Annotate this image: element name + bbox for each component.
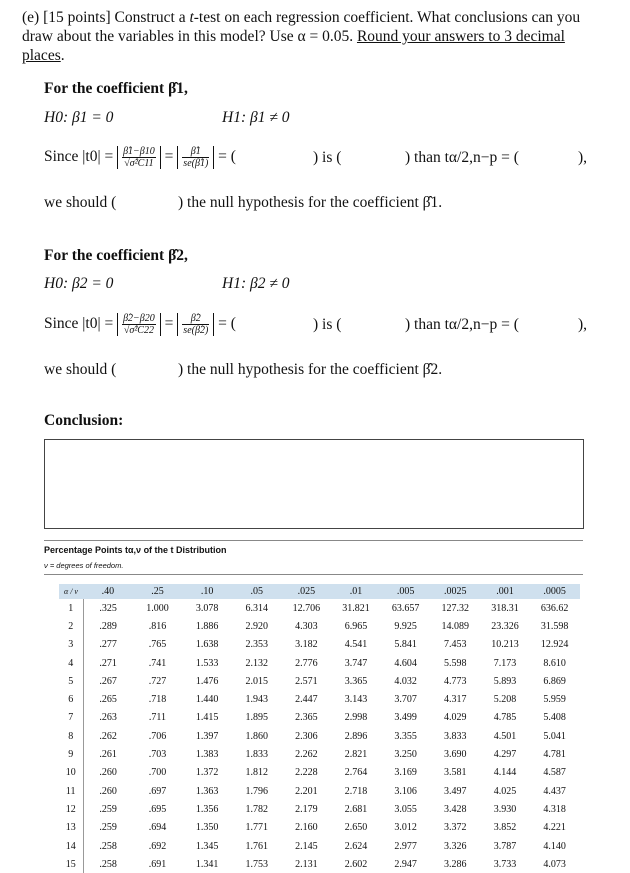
- table-value-cell: 4.032: [394, 675, 417, 687]
- table-value-cell: 1.833: [245, 749, 268, 761]
- table-value-cell: 3.365: [344, 675, 368, 687]
- beta2-frac2-num: β̂2: [182, 313, 209, 325]
- table-value-cell: 31.598: [540, 620, 569, 632]
- table-df-cell: 3: [59, 636, 83, 654]
- table-value-cell: .711: [148, 712, 167, 724]
- table-row: [59, 855, 580, 873]
- table-value-cell: 5.408: [543, 712, 566, 724]
- table-value-cell: 1.943: [245, 694, 268, 706]
- table-value-cell: 5.041: [543, 730, 566, 742]
- table-header-cell: .0005: [530, 584, 580, 599]
- table-df-cell: 6: [59, 690, 83, 708]
- table-value-cell: 3.852: [493, 822, 517, 834]
- table-caption-rule: [44, 574, 583, 575]
- beta1-t0-blank[interactable]: = (: [218, 148, 236, 166]
- table-value-cell: 3.355: [394, 730, 417, 742]
- table-value-cell: 318.31: [491, 602, 519, 614]
- beta1-frac1-num: β̂1−β10: [123, 146, 155, 157]
- table-value-cell: 2.131: [295, 858, 318, 870]
- beta2-should-blank[interactable]: we should (: [44, 361, 117, 378]
- table-value-cell: .706: [148, 730, 167, 742]
- table-value-cell: 3.326: [444, 840, 467, 852]
- table-value-cell: 4.073: [543, 858, 566, 870]
- table-value-cell: 1.476: [195, 675, 219, 687]
- table-value-cell: .697: [148, 785, 167, 797]
- table-value-cell: .262: [99, 730, 117, 742]
- table-value-cell: 2.920: [245, 620, 268, 632]
- table-value-cell: 1.782: [245, 803, 268, 815]
- beta1-heading: For the coefficient β̂1,: [44, 80, 188, 97]
- beta1-frac1-den: √σ̂²C11: [124, 158, 154, 169]
- table-row: [59, 837, 580, 855]
- conclusion-answer-box[interactable]: [44, 439, 584, 529]
- table-value-cell: 3.833: [444, 730, 467, 742]
- table-value-cell: 4.785: [493, 712, 517, 724]
- table-value-cell: 636.62: [540, 602, 569, 614]
- table-value-cell: .695: [148, 803, 167, 815]
- table-value-cell: 4.773: [444, 675, 467, 687]
- table-value-cell: 31.821: [342, 602, 370, 614]
- table-row: [59, 672, 580, 690]
- table-subcaption: ν = degrees of freedom.: [44, 561, 124, 570]
- table-value-cell: 2.160: [295, 822, 318, 834]
- table-value-cell: 7.173: [493, 657, 517, 669]
- beta2-fraction2: [177, 313, 214, 336]
- table-value-cell: .741: [148, 657, 167, 669]
- table-value-cell: 3.747: [344, 657, 368, 669]
- table-value-cell: 1.886: [195, 620, 219, 632]
- beta1-close: ),: [578, 149, 588, 166]
- beta2-fraction1: [117, 313, 161, 336]
- table-value-cell: 4.437: [543, 785, 566, 797]
- table-value-cell: .700: [148, 767, 167, 779]
- table-header-cell: .025: [282, 584, 332, 599]
- table-value-cell: 2.447: [295, 694, 318, 706]
- table-value-cell: 4.221: [543, 822, 566, 834]
- beta1-frac2-num: β̂1: [182, 146, 209, 158]
- table-row: [59, 819, 580, 837]
- table-value-cell: 4.029: [444, 712, 467, 724]
- beta2-critical-blank[interactable]: ) than tα/2,n−p = (: [405, 316, 519, 333]
- table-value-cell: 2.201: [295, 785, 318, 797]
- table-value-cell: 5.598: [444, 657, 467, 669]
- table-value-cell: 5.841: [394, 639, 417, 651]
- table-value-cell: 4.541: [344, 639, 368, 651]
- beta1-comparison-blank[interactable]: ) is (: [313, 149, 342, 166]
- table-value-cell: 2.145: [295, 840, 318, 852]
- table-df-cell: 4: [59, 654, 83, 672]
- table-header-cell: .40: [83, 584, 133, 599]
- table-value-cell: 2.718: [344, 785, 368, 797]
- beta2-null-text: ) the null hypothesis for the coefficient β̂2.: [178, 361, 443, 378]
- table-value-cell: .325: [99, 602, 117, 614]
- table-row: [59, 636, 580, 654]
- table-value-cell: 1.383: [195, 749, 219, 761]
- beta2-since-label: Since |t0| =: [44, 315, 114, 333]
- table-value-cell: 12.706: [292, 602, 321, 614]
- table-value-cell: .289: [99, 620, 117, 632]
- table-value-cell: .692: [148, 840, 167, 852]
- table-value-cell: 2.977: [394, 840, 417, 852]
- table-value-cell: .265: [99, 694, 117, 706]
- table-value-cell: 4.144: [493, 767, 517, 779]
- table-df-cell: 2: [59, 617, 83, 635]
- beta2-t0-blank[interactable]: = (: [218, 315, 236, 333]
- table-value-cell: 2.821: [344, 749, 368, 761]
- table-value-cell: 9.925: [394, 620, 417, 632]
- table-value-cell: 3.012: [394, 822, 417, 834]
- table-value-cell: 127.32: [441, 602, 470, 614]
- table-value-cell: 5.959: [543, 694, 566, 706]
- question-rounding-instruction: Round your answers to 3 decimal places: [22, 28, 565, 64]
- table-header-row: [59, 584, 580, 599]
- table-df-cell: 1: [59, 599, 83, 617]
- table-value-cell: 2.228: [295, 767, 318, 779]
- table-value-cell: 4.297: [493, 749, 517, 761]
- table-value-cell: 1.000: [146, 602, 169, 614]
- table-value-cell: .727: [148, 675, 167, 687]
- table-row: [59, 782, 580, 800]
- table-df-cell: 11: [59, 782, 83, 800]
- table-value-cell: 1.356: [195, 803, 219, 815]
- question-text: [22, 8, 597, 65]
- table-df-cell: 12: [59, 800, 83, 818]
- table-caption: Percentage Points tα,ν of the t Distribution: [44, 545, 227, 555]
- conclusion-label: Conclusion:: [44, 412, 124, 429]
- table-df-cell: 15: [59, 855, 83, 873]
- table-value-cell: 1.345: [195, 840, 219, 852]
- table-row: [59, 727, 580, 745]
- question-t-symbol: t: [189, 9, 194, 26]
- table-value-cell: 4.781: [543, 749, 566, 761]
- table-row: [59, 800, 580, 818]
- table-value-cell: 3.169: [394, 767, 417, 779]
- table-value-cell: 2.602: [344, 858, 368, 870]
- table-value-cell: 2.179: [295, 803, 318, 815]
- table-header-cell: .001: [480, 584, 530, 599]
- table-value-cell: .703: [148, 749, 167, 761]
- table-value-cell: 2.353: [245, 639, 268, 651]
- table-value-cell: 1.533: [195, 657, 219, 669]
- table-value-cell: 2.015: [245, 675, 268, 687]
- table-value-cell: .258: [99, 858, 117, 870]
- table-value-cell: 1.372: [195, 767, 219, 779]
- table-value-cell: 2.998: [344, 712, 368, 724]
- table-value-cell: .267: [99, 675, 117, 687]
- table-value-cell: 1.796: [245, 785, 268, 797]
- beta1-fraction1: [117, 146, 161, 169]
- table-row: [59, 599, 580, 617]
- beta1-h1: H1: β1 ≠ 0: [222, 109, 290, 126]
- table-df-cell: 5: [59, 672, 83, 690]
- table-value-cell: 1.895: [245, 712, 268, 724]
- table-value-cell: 2.624: [344, 840, 368, 852]
- table-df-cell: 10: [59, 764, 83, 782]
- beta1-should-blank[interactable]: we should (: [44, 194, 117, 211]
- table-value-cell: 4.501: [493, 730, 517, 742]
- table-value-cell: 3.182: [295, 639, 318, 651]
- table-value-cell: 6.314: [245, 602, 268, 614]
- table-value-cell: 1.363: [195, 785, 219, 797]
- table-header-cell: .05: [232, 584, 282, 599]
- table-value-cell: 14.089: [441, 620, 470, 632]
- table-value-cell: .718: [148, 694, 167, 706]
- table-value-cell: 1.341: [195, 858, 219, 870]
- table-df-cell: 14: [59, 837, 83, 855]
- table-value-cell: 3.250: [394, 749, 417, 761]
- table-value-cell: 4.303: [295, 620, 318, 632]
- table-value-cell: .259: [99, 803, 117, 815]
- table-row: [59, 654, 580, 672]
- table-value-cell: 3.581: [444, 767, 467, 779]
- table-value-cell: 3.055: [394, 803, 417, 815]
- table-row: [59, 745, 580, 763]
- beta2-frac1-num: β̂2−β20: [123, 313, 155, 324]
- table-value-cell: 2.571: [295, 675, 318, 687]
- table-corner-cell: α / ν: [59, 584, 83, 599]
- table-value-cell: 12.924: [540, 639, 569, 651]
- beta2-since-row: Since |t0| = $\frac{\betâ2-\beta 20}{\text{√σ̂²C22}}$ = $\frac{\betâ2}{se(\betâ2)}$ = (: [44, 313, 236, 336]
- table-value-cell: 2.650: [344, 822, 368, 834]
- table-header-cell: .0025: [430, 584, 480, 599]
- table-value-cell: 1.440: [195, 694, 219, 706]
- table-value-cell: 1.415: [195, 712, 219, 724]
- table-value-cell: 2.132: [245, 657, 268, 669]
- beta1-null-text: ) the null hypothesis for the coefficient β̂1.: [178, 194, 443, 211]
- beta2-h1: H1: β2 ≠ 0: [222, 275, 290, 292]
- table-value-cell: .261: [99, 749, 117, 761]
- table-value-cell: 5.208: [493, 694, 517, 706]
- table-value-cell: 5.893: [493, 675, 517, 687]
- table-value-cell: .816: [148, 620, 167, 632]
- table-value-cell: 1.812: [245, 767, 268, 779]
- table-value-cell: .277: [99, 639, 117, 651]
- table-df-cell: 7: [59, 709, 83, 727]
- table-df-cell: 9: [59, 745, 83, 763]
- table-value-cell: 2.262: [295, 749, 318, 761]
- table-value-cell: 10.213: [491, 639, 519, 651]
- table-value-cell: 4.140: [543, 840, 566, 852]
- table-value-cell: 1.761: [245, 840, 268, 852]
- beta1-h0: H0: β1 = 0: [44, 109, 114, 126]
- t-distribution-table: [59, 584, 580, 873]
- table-header-cell: .01: [331, 584, 381, 599]
- beta2-frac2-den: se(β̂2): [183, 325, 209, 336]
- table-value-cell: 3.499: [394, 712, 417, 724]
- beta1-since-label: Since |t0| =: [44, 148, 114, 166]
- table-value-cell: 6.965: [344, 620, 368, 632]
- table-value-cell: 2.764: [344, 767, 368, 779]
- table-value-cell: 3.106: [394, 785, 417, 797]
- beta2-heading: For the coefficient β̂2,: [44, 247, 188, 264]
- table-row: [59, 690, 580, 708]
- table-value-cell: .271: [99, 657, 117, 669]
- table-value-cell: 1.753: [245, 858, 268, 870]
- table-value-cell: 3.372: [444, 822, 467, 834]
- table-value-cell: 2.365: [295, 712, 318, 724]
- table-value-cell: 7.453: [444, 639, 467, 651]
- beta1-since-row: Since |t0| = $\frac{\betâ1-\beta 10}{\text{√σ̂²C11}}$ = $\frac{\betâ1}{se(\betâ1)}$ = (: [44, 146, 236, 169]
- table-value-cell: .258: [99, 840, 117, 852]
- table-df-cell: 13: [59, 819, 83, 837]
- table-value-cell: 23.326: [491, 620, 519, 632]
- table-value-cell: 3.787: [493, 840, 517, 852]
- table-value-cell: .694: [148, 822, 167, 834]
- question-middle: -test on each regression coefficient. What conclusions can you draw about the variables in this model? Use α = 0.05.: [22, 9, 581, 45]
- table-value-cell: 1.350: [195, 822, 219, 834]
- beta2-comparison-blank[interactable]: ) is (: [313, 316, 342, 333]
- table-value-cell: 1.860: [245, 730, 268, 742]
- beta2-frac1-den: √σ̂²C22: [123, 325, 154, 336]
- table-value-cell: 4.025: [493, 785, 517, 797]
- table-value-cell: 3.930: [493, 803, 517, 815]
- beta1-fraction2: [177, 146, 214, 169]
- table-value-cell: 6.869: [543, 675, 566, 687]
- table-value-cell: 3.690: [444, 749, 467, 761]
- table-value-cell: 4.604: [394, 657, 417, 669]
- table-df-cell: 8: [59, 727, 83, 745]
- table-value-cell: 2.776: [295, 657, 318, 669]
- table-value-cell: 3.078: [195, 602, 219, 614]
- table-top-rule: [44, 540, 583, 541]
- table-value-cell: .259: [99, 822, 117, 834]
- table-value-cell: 3.428: [444, 803, 467, 815]
- table-value-cell: .260: [99, 785, 117, 797]
- table-value-cell: 2.947: [394, 858, 417, 870]
- beta2-close: ),: [578, 316, 588, 333]
- table-header-cell: .25: [133, 584, 183, 599]
- beta1-critical-blank[interactable]: ) than tα/2,n−p = (: [405, 149, 519, 166]
- table-value-cell: 3.286: [444, 858, 467, 870]
- table-value-cell: 2.896: [344, 730, 368, 742]
- beta2-h0: H0: β2 = 0: [44, 275, 114, 292]
- table-value-cell: 4.317: [444, 694, 467, 706]
- table-value-cell: 2.681: [344, 803, 368, 815]
- table-value-cell: 3.497: [444, 785, 467, 797]
- question-suffix: .: [60, 47, 65, 64]
- table-value-cell: 4.318: [543, 803, 566, 815]
- table-row: [59, 764, 580, 782]
- table-value-cell: 3.143: [344, 694, 368, 706]
- table-header-cell: .005: [381, 584, 431, 599]
- question-prefix: (e) [15 points] Construct a: [22, 9, 190, 26]
- table-row: [59, 709, 580, 727]
- table-value-cell: .263: [99, 712, 117, 724]
- table-value-cell: 2.306: [295, 730, 318, 742]
- beta1-frac2-den: se(β̂1): [183, 158, 209, 169]
- table-value-cell: 1.397: [195, 730, 219, 742]
- table-value-cell: 8.610: [543, 657, 566, 669]
- table-value-cell: 1.771: [245, 822, 268, 834]
- table-value-cell: 63.657: [391, 602, 420, 614]
- table-value-cell: .691: [148, 858, 167, 870]
- table-value-cell: 1.638: [195, 639, 219, 651]
- table-row: [59, 617, 580, 635]
- table-value-cell: 3.707: [394, 694, 417, 706]
- table-value-cell: 3.733: [493, 858, 517, 870]
- table-value-cell: .765: [148, 639, 167, 651]
- table-value-cell: 4.587: [543, 767, 566, 779]
- table-header-cell: .10: [182, 584, 232, 599]
- table-value-cell: .260: [99, 767, 117, 779]
